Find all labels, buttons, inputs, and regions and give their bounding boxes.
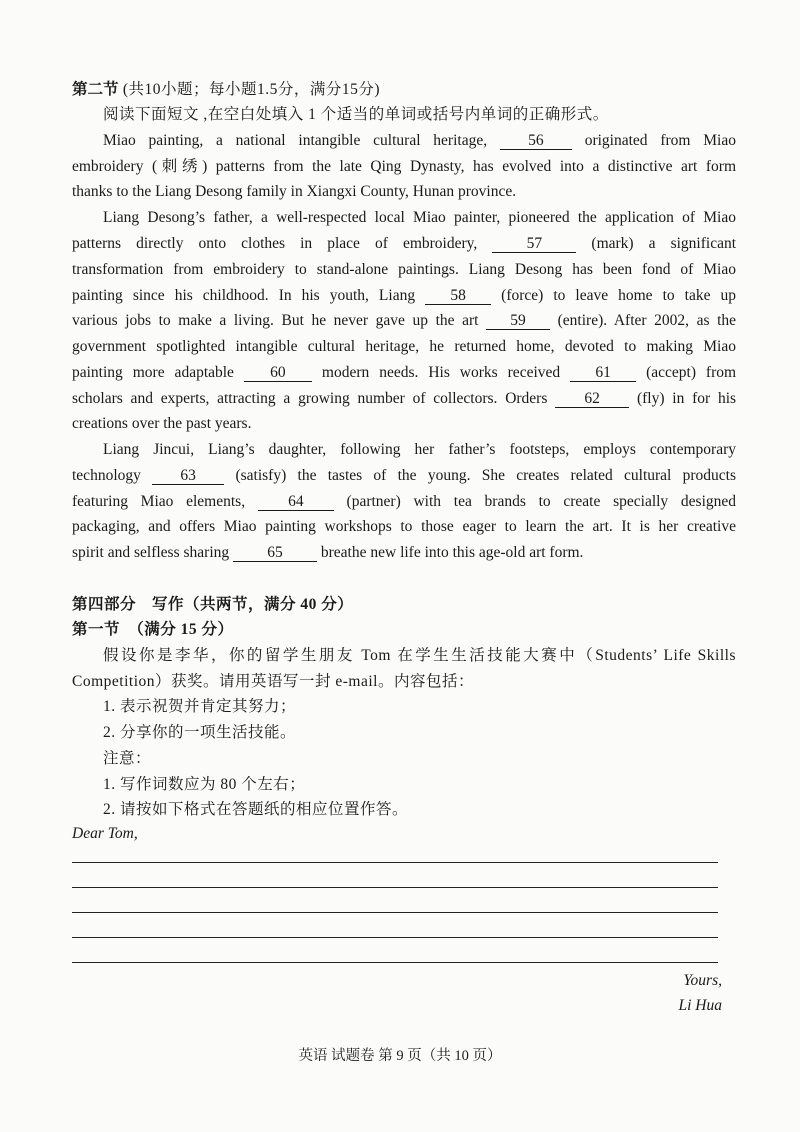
blank-58: 58 — [425, 287, 491, 305]
note-item: 2. 请按如下格式在答题纸的相应位置作答。 — [103, 801, 409, 818]
passage-line: Liang Jincui, Liang’s daughter, following her father’s footsteps, employs contemporary — [103, 441, 736, 458]
writing-line — [72, 937, 718, 938]
writing-line — [72, 962, 718, 963]
page-footer: 英语 试题卷 第 9 页（共 10 页） — [298, 1048, 502, 1064]
prompt-line: Competition）获奖。请用英语写一封 e-mail。内容包括： — [72, 673, 474, 690]
blank-56: 56 — [500, 132, 572, 150]
signature: Li Hua — [678, 997, 722, 1014]
passage-line: government spotlighted intangible cultural heritage, he returned home, devoted to making Miao — [72, 338, 736, 355]
note-label: 注意： — [103, 750, 152, 767]
passage-line: transformation from embroidery to stand-alone paintings. Liang Desong has been fond of Miao — [72, 261, 736, 278]
note-item: 1. 写作词数应为 80 个左右； — [103, 776, 306, 793]
passage-line: painting more adaptable 60 modern needs. His works received 61 (accept) from — [72, 364, 737, 381]
content-item: 1. 表示祝贺并肯定其努力； — [103, 698, 297, 715]
passage-line: scholars and experts, attracting a growing number of collectors. Orders 62 (fly) in for his — [72, 390, 737, 407]
passage-line: creations over the past years. — [72, 415, 252, 432]
part-heading: 第四部分 写作（共两节，满分 40 分） — [72, 596, 354, 613]
subsection-heading: 第一节 （满分 15 分） — [72, 621, 234, 638]
blank-59: 59 — [486, 312, 550, 330]
section-heading — [72, 80, 736, 100]
blank-60: 60 — [244, 364, 312, 382]
blank-62: 62 — [555, 390, 629, 408]
passage-line: Liang Desong’s father, a well-respected local Miao painter, pioneered the application of Miao — [103, 209, 736, 226]
section-heading-label: 第二节 — [72, 81, 119, 98]
closing: Yours, — [683, 972, 722, 989]
passage-line: patterns directly onto clothes in place of embroidery, 57 (mark) a significant — [72, 235, 737, 252]
content-item: 2. 分享你的一项生活技能。 — [103, 724, 297, 741]
writing-line — [72, 887, 718, 888]
passage-line: Miao painting, a national intangible cultural heritage, 56 originated from Miao — [103, 132, 736, 149]
passage-line: packaging, and offers Miao painting workshops to those eager to learn the art. It is her creative — [72, 518, 736, 535]
salutation: Dear Tom, — [72, 825, 138, 842]
blank-57: 57 — [492, 235, 576, 253]
section-instruction: 阅读下面短文 ,在空白处填入 1 个适当的单词或括号内单词的正确形式。 — [103, 106, 609, 123]
blank-61: 61 — [570, 364, 636, 382]
passage-line: various jobs to make a living. But he never gave up the art 59 (entire). After 2002, as the — [72, 312, 737, 329]
blank-64: 64 — [258, 493, 334, 511]
passage-line: painting since his childhood. In his youth, Liang 58 (force) to leave home to take up — [72, 287, 737, 304]
passage-line: spirit and selfless sharing 65 breathe new life into this age-old art form. — [72, 544, 584, 561]
blank-65: 65 — [233, 544, 317, 562]
writing-line — [72, 862, 718, 863]
blank-63: 63 — [152, 467, 224, 485]
writing-line — [72, 912, 718, 913]
passage-line: thanks to the Liang Desong family in Xiangxi County, Hunan province. — [72, 183, 517, 200]
passage-line: embroidery (刺绣) patterns from the late Qing Dynasty, has evolved into a distinctive art form — [72, 158, 736, 175]
passage-line: technology 63 (satisfy) the tastes of the young. She creates related cultural products — [72, 467, 736, 484]
section-heading-score: (共10小题；每小题1.5分，满分15分) — [118, 81, 381, 98]
passage-line: featuring Miao elements, 64 (partner) with tea brands to create specially designed — [72, 493, 737, 510]
prompt-line: 假设你是李华，你的留学生朋友 Tom 在学生生活技能大赛中（Students’ Life Skills — [103, 647, 736, 664]
